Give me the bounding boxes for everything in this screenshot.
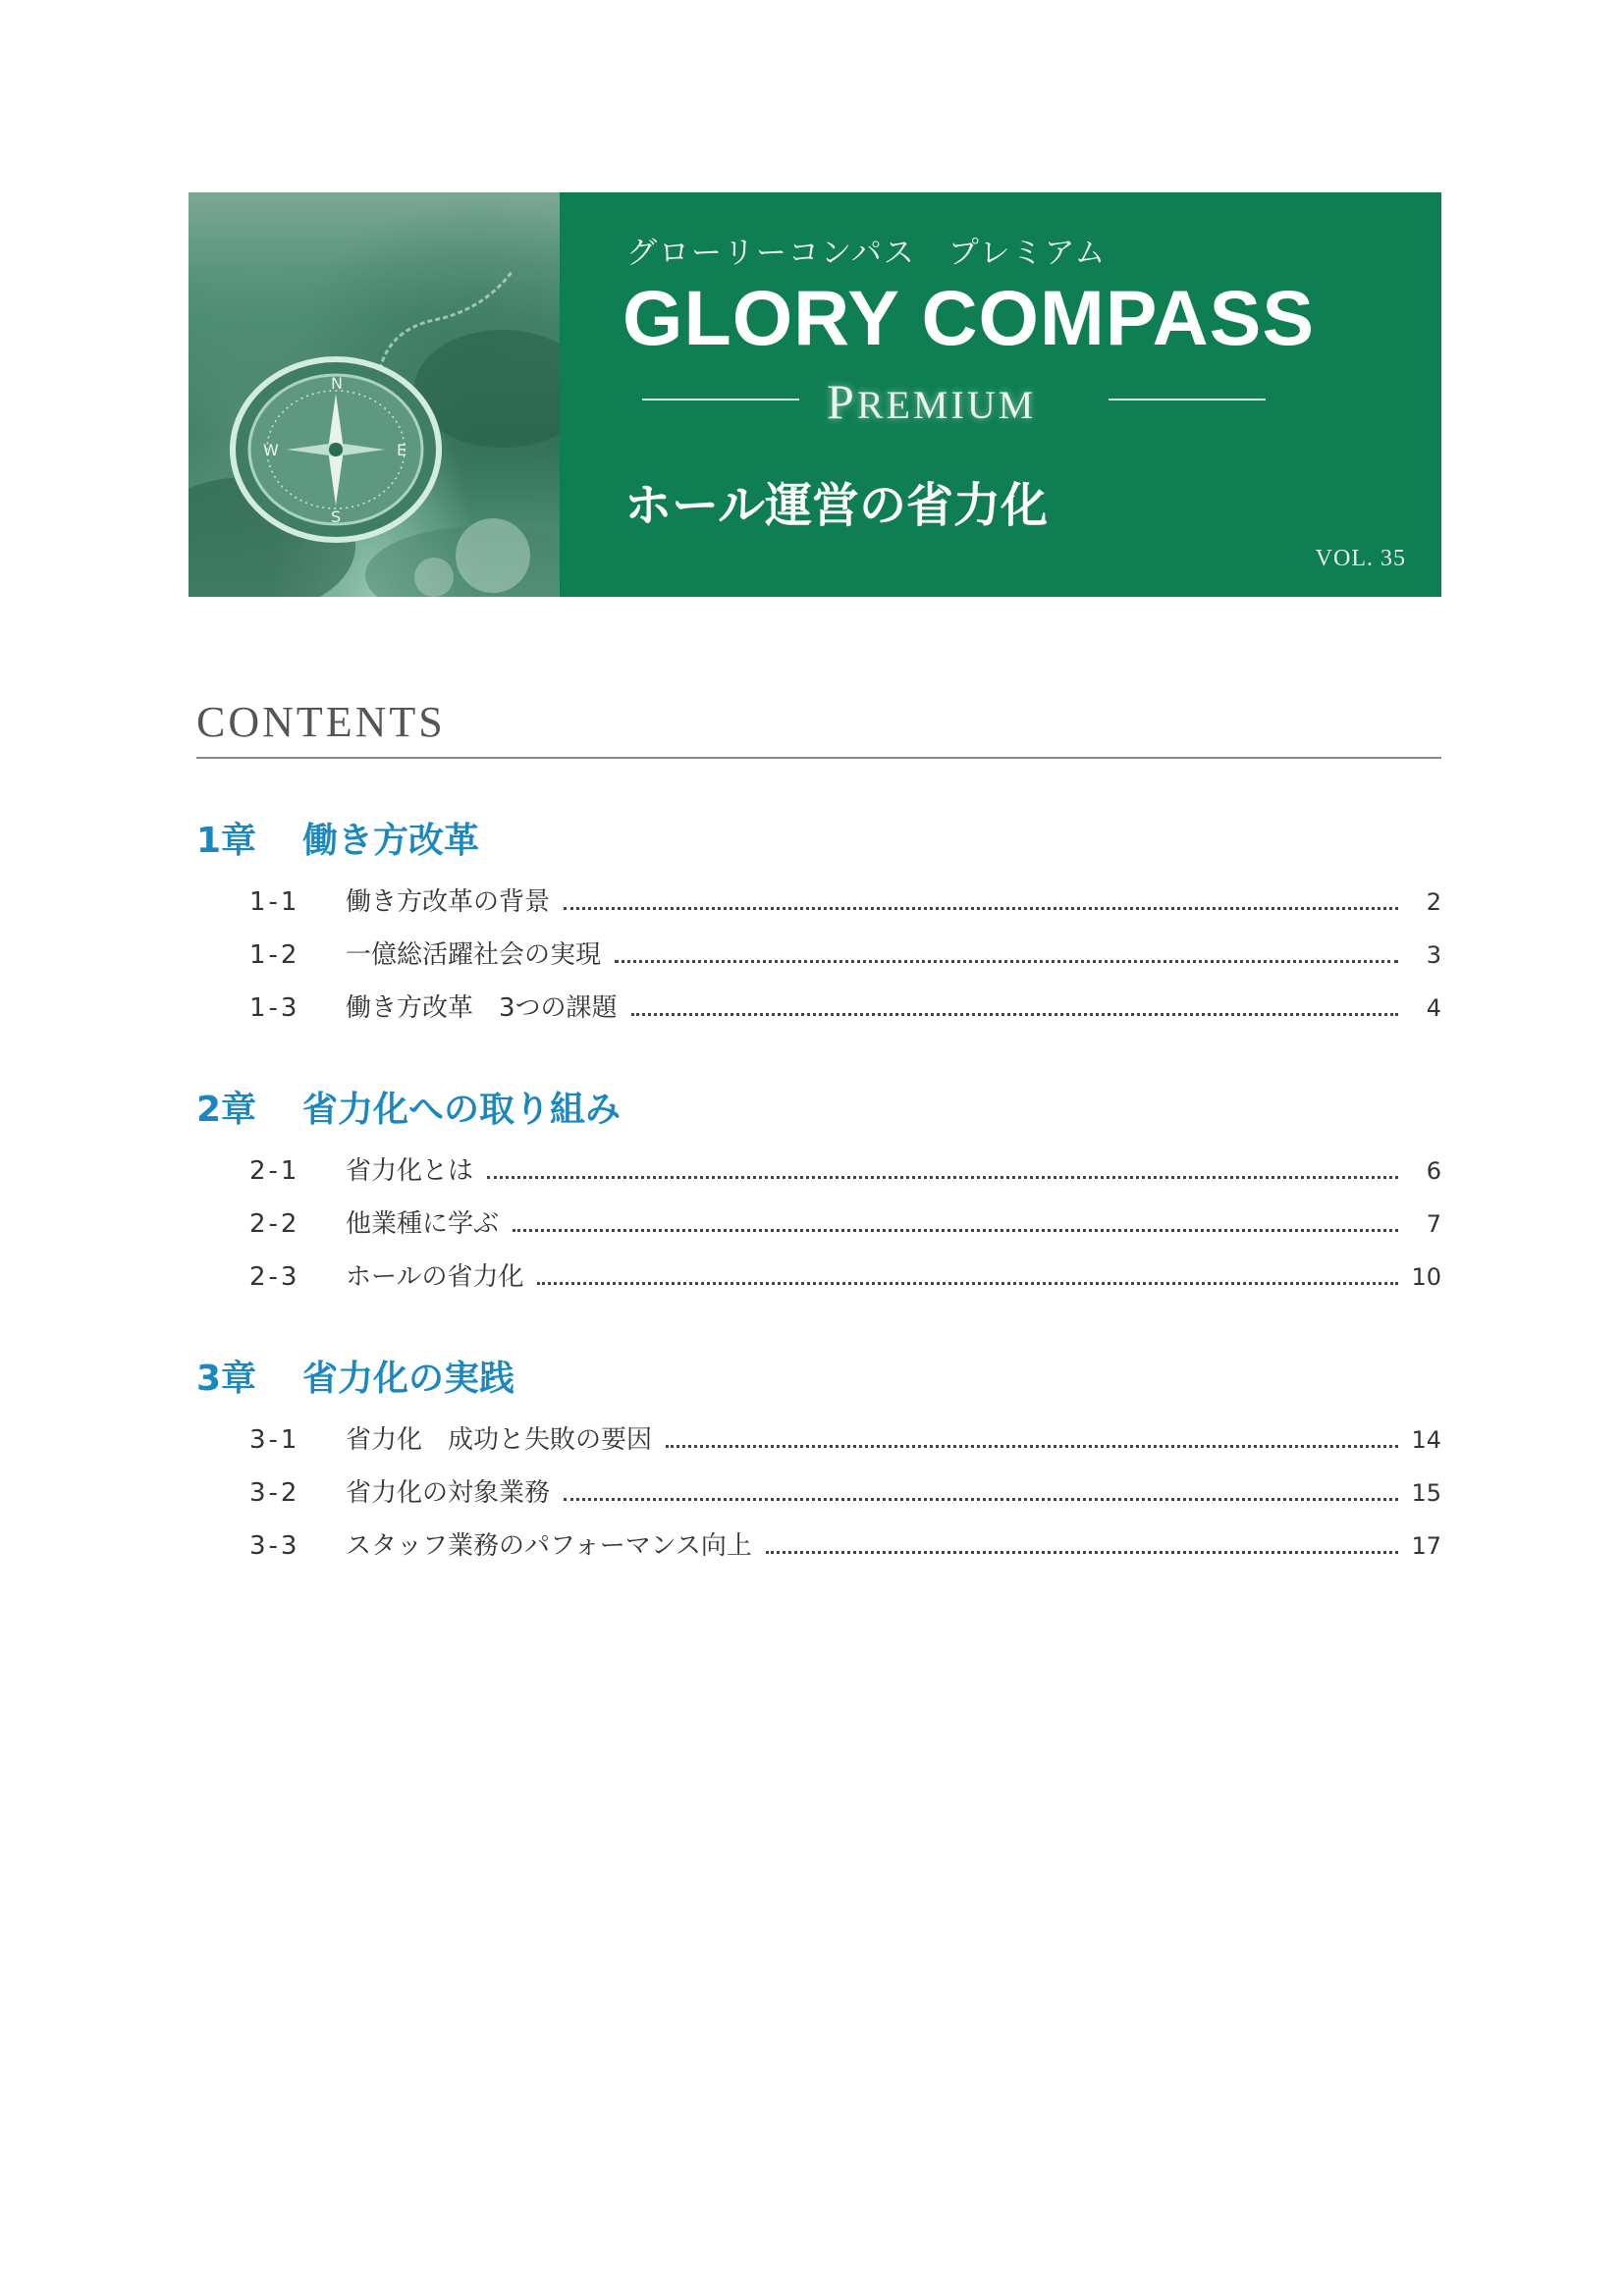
entry-title: 省力化 成功と失敗の要因: [346, 1425, 653, 1455]
entry-page: 6: [1426, 1157, 1441, 1185]
toc-entry[interactable]: [196, 1525, 1441, 1578]
entry-page: 4: [1426, 994, 1441, 1022]
entry-title: ホールの省力化: [346, 1262, 524, 1292]
compass-letter-w: W: [263, 441, 279, 459]
leader-dots: [615, 960, 1398, 963]
premium-rule-right: [1109, 399, 1266, 400]
chapter-number: 3章: [196, 1359, 257, 1399]
premium-text: [827, 373, 1092, 430]
toc-entry[interactable]: [196, 1256, 1441, 1309]
chapter-title[interactable]: [196, 1353, 1441, 1406]
toc-entry[interactable]: [196, 1419, 1441, 1472]
leader-dots: [766, 1551, 1398, 1554]
entry-page: 3: [1426, 941, 1441, 969]
chapter-2: [196, 1084, 1441, 1309]
chapter-title[interactable]: [196, 1084, 1441, 1137]
entry-title: 省力化の対象業務: [346, 1478, 551, 1508]
contents-heading: CONTENTS: [196, 698, 446, 746]
premium-label: [642, 373, 1271, 429]
magazine-title: GLORY COMPASS: [623, 274, 1316, 361]
toc-entry[interactable]: [196, 1472, 1441, 1525]
entry-number: 3-1: [249, 1425, 300, 1455]
entry-number: 3-3: [249, 1531, 300, 1561]
cover-banner: [189, 192, 1441, 597]
kana-title: グローリーコンパス プレミアム: [626, 236, 1108, 271]
issue-subtitle: ホール運営の省力化: [624, 478, 1049, 533]
entry-page: 17: [1411, 1532, 1441, 1560]
leader-dots: [564, 1498, 1398, 1501]
entry-number: 1-3: [249, 993, 300, 1023]
entry-page: 2: [1426, 888, 1441, 916]
entry-number: 2-1: [249, 1156, 300, 1186]
toc-entry[interactable]: [196, 934, 1441, 988]
toc-entry[interactable]: [196, 881, 1441, 934]
entry-page: 14: [1411, 1426, 1441, 1454]
chapter-number: 2章: [196, 1090, 257, 1130]
entry-number: 1-2: [249, 940, 300, 970]
leader-dots: [631, 1013, 1398, 1016]
entry-title: 省力化とは: [346, 1156, 474, 1186]
leader-dots: [537, 1282, 1398, 1285]
premium-initial: P: [827, 374, 857, 429]
toc-entry[interactable]: [196, 988, 1441, 1041]
entry-title: スタッフ業務のパフォーマンス向上: [346, 1531, 752, 1561]
chapter-title[interactable]: [196, 815, 1441, 868]
leader-dots: [564, 907, 1398, 910]
chapter-3: [196, 1353, 1441, 1578]
contents-divider: [196, 757, 1441, 759]
chapter-name: 省力化への取り組み: [302, 1090, 622, 1130]
table-of-contents: [196, 815, 1441, 1622]
compass-photo: [189, 192, 560, 597]
chapter-number: 1章: [196, 821, 257, 861]
entry-number: 1-1: [249, 887, 300, 917]
premium-rule-left: [642, 399, 799, 400]
entry-number: 3-2: [249, 1478, 300, 1508]
entry-title: 働き方改革 3つの課題: [346, 993, 618, 1023]
entry-title: 働き方改革の背景: [346, 887, 551, 917]
compass-letter-s: S: [331, 507, 342, 526]
compass-letter-n: N: [331, 374, 343, 393]
toc-entry[interactable]: [196, 1203, 1441, 1256]
toc-entry[interactable]: [196, 1150, 1441, 1203]
entry-number: 2-3: [249, 1262, 300, 1292]
entry-page: 10: [1411, 1263, 1441, 1291]
compass-icon: [189, 192, 560, 597]
chapter-1: [196, 815, 1441, 1041]
leader-dots: [513, 1229, 1398, 1232]
compass-letter-e: E: [397, 441, 407, 459]
entry-page: 15: [1411, 1479, 1441, 1507]
leader-dots: [666, 1445, 1398, 1448]
entry-title: 他業種に学ぶ: [346, 1209, 500, 1239]
volume-number: VOL. 35: [1315, 546, 1406, 571]
chapter-name: 省力化の実践: [302, 1359, 515, 1399]
leader-dots: [487, 1176, 1398, 1179]
entry-page: 7: [1426, 1210, 1441, 1238]
entry-number: 2-2: [249, 1209, 300, 1239]
entry-title: 一億総活躍社会の実現: [346, 940, 602, 970]
chapter-name: 働き方改革: [302, 821, 480, 861]
premium-rest: REMIUM: [856, 383, 1037, 427]
